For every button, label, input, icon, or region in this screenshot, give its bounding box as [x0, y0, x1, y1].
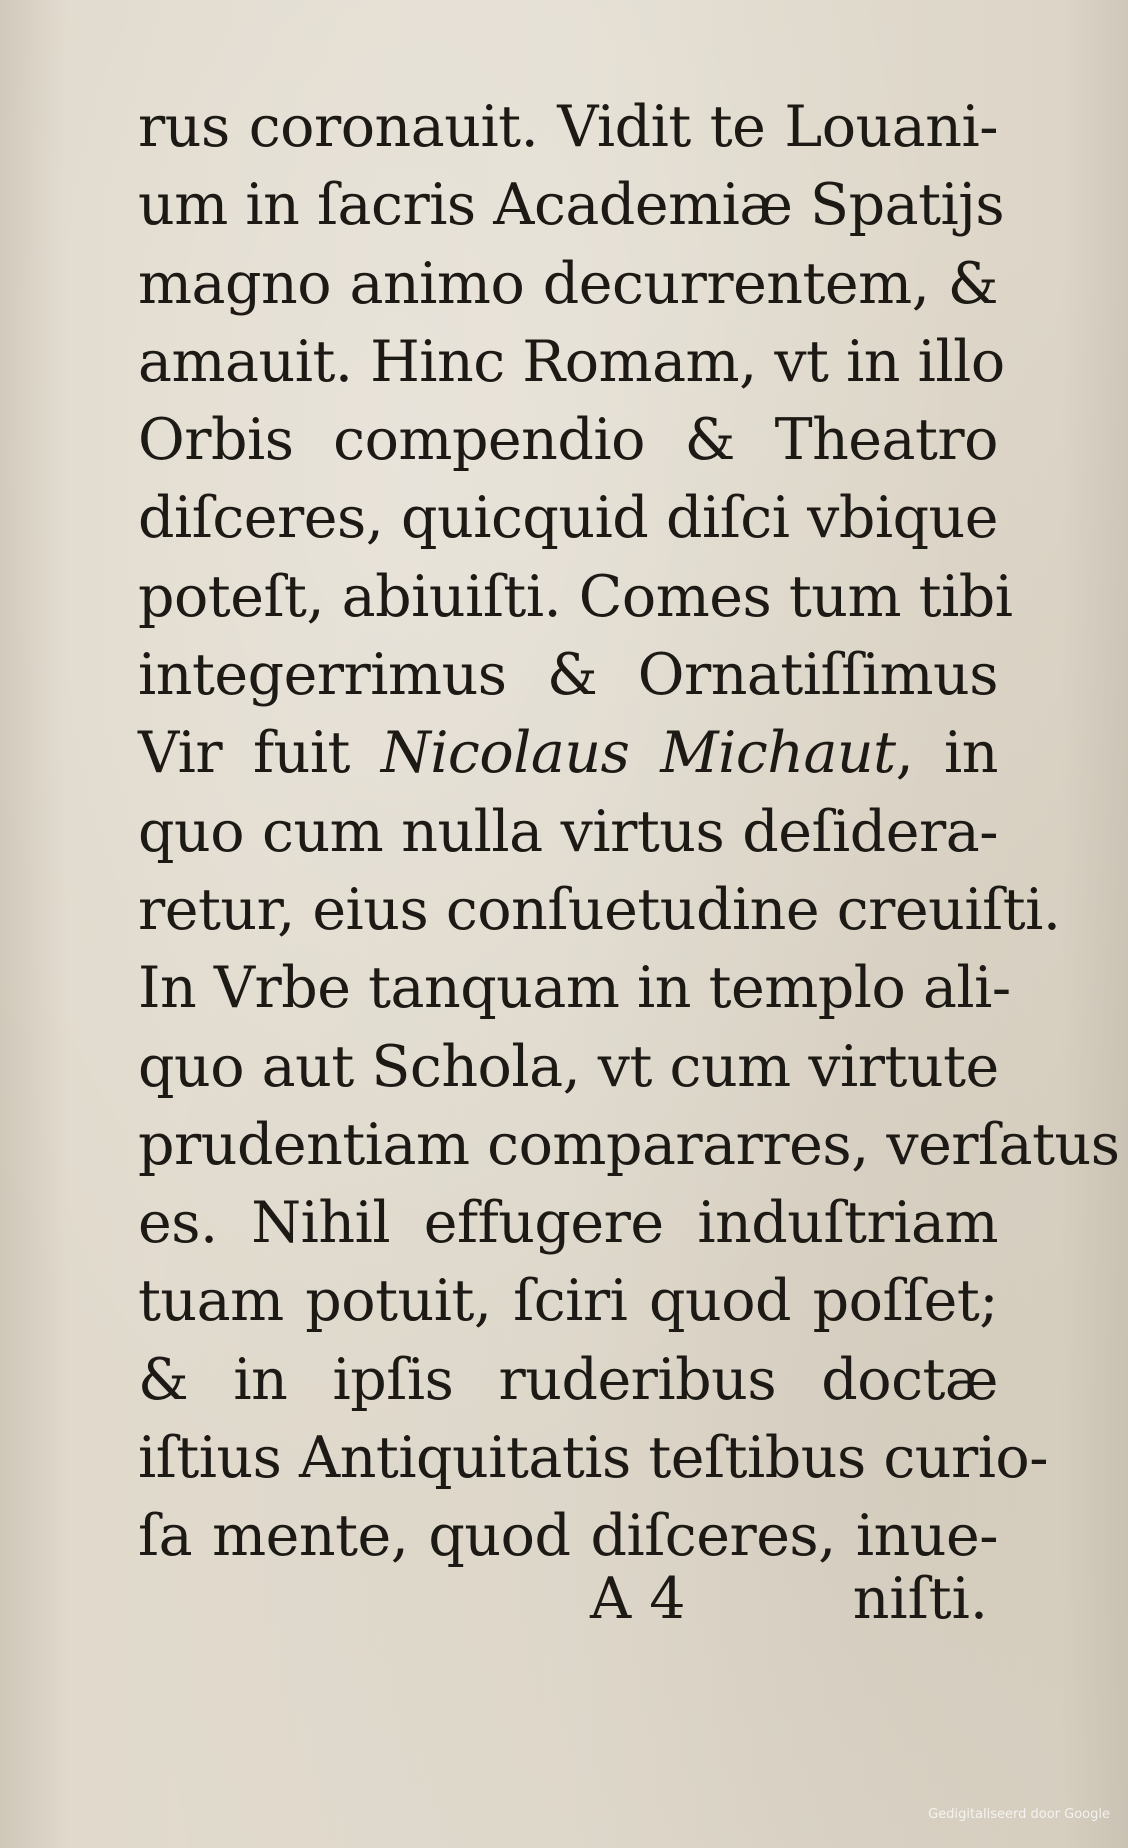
text-line-4: amauit. Hinc Romam, vt in illo — [138, 328, 1005, 395]
text-line-17: & in ipſis ruderibus doctæ — [138, 1346, 998, 1413]
text-line-6: diſceres, quicquid diſci vbique — [138, 485, 998, 552]
text-line-12: In Vrbe tanquam in templo ali- — [138, 955, 1011, 1022]
text-line-14: prudentiam compararres, verſatus — [138, 1111, 1120, 1178]
text-line-9 — [138, 714, 998, 792]
catchword: niſti. — [852, 1566, 988, 1632]
text-line-8: integerrimus & Ornatiſſimus — [138, 642, 998, 709]
text-line-19: ſa mente, quod diſceres, inue- — [138, 1503, 998, 1570]
text-line-13: quo aut Schola, vt cum virtute — [138, 1033, 999, 1100]
text-line-2: um in ſacris Academiæ Spatijs — [138, 172, 1005, 239]
line-9-pre: Vir fuit — [138, 720, 381, 787]
text-line-7: poteſt, abiuiſti. Comes tum tibi — [138, 563, 1013, 630]
text-line-15: es. Nihil effugere induſtriam — [138, 1190, 998, 1257]
text-line-10: quo cum nulla virtus deſidera- — [138, 798, 998, 865]
body-text — [138, 88, 1120, 1576]
page-footer — [138, 1560, 998, 1638]
text-line-3: magno animo decurrentem, & — [138, 250, 998, 317]
text-line-1: rus coronauit. Vidit te Louani- — [138, 94, 998, 160]
line-9-post: , in — [895, 720, 998, 787]
digitization-watermark: Gedigitaliseerd door Google — [928, 1807, 1110, 1822]
text-line-18: iſtius Antiquitatis teſtibus curio- — [138, 1425, 1049, 1492]
text-line-16: tuam potuit, ſciri quod poſſet; — [138, 1268, 998, 1335]
text-line-11: retur, eius conſuetudine creuiſti. — [138, 876, 1061, 943]
italic-name: Nicolaus Michaut — [380, 720, 896, 787]
signature-mark: A 4 — [590, 1566, 686, 1632]
text-line-5: Orbis compendio & Theatro — [138, 407, 998, 474]
